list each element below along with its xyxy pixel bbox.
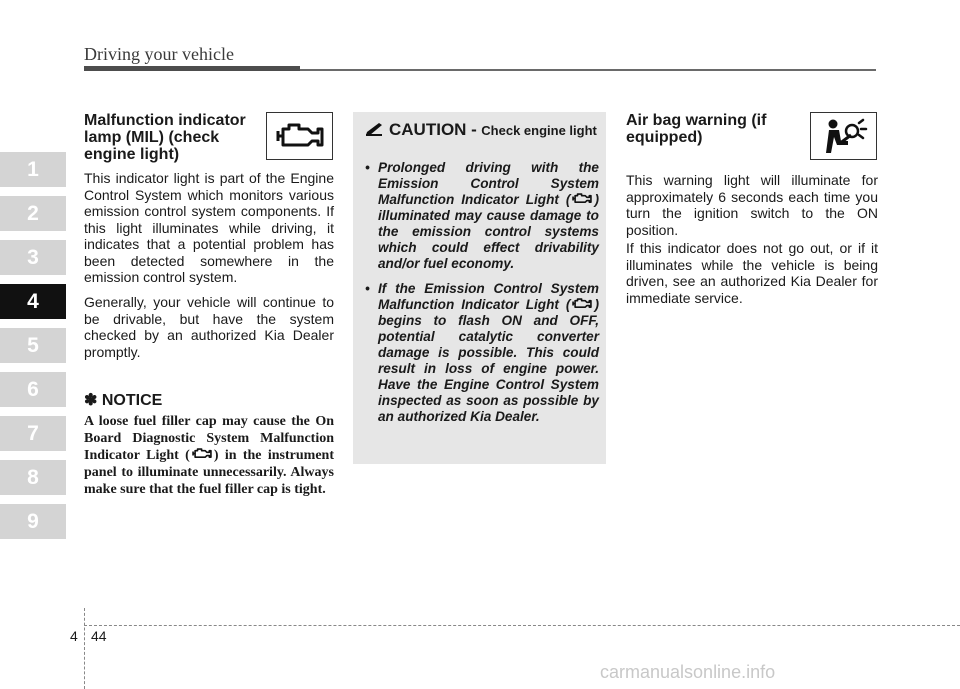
check-engine-icon	[570, 297, 594, 310]
check-engine-icon	[190, 447, 214, 460]
caution-item-2-before: If the Emission Control System Malfunction Indicator Light (	[378, 281, 599, 312]
chapter-tab-1[interactable]: 1	[0, 152, 66, 187]
chapter-tab-8[interactable]: 8	[0, 460, 66, 495]
mil-paragraph-1: This indicator light is part of the Engine Control System which monitors various emission control system components. If this light illuminates while driving, it indicates that a potential problem has been detected somewhere in the emission control system.	[84, 170, 334, 285]
notice-text-after: ) in the instrument panel to illuminate unnecessarily. Always make sure that the fuel filler cap is tight.	[84, 448, 334, 497]
footer-rule	[84, 625, 960, 626]
check-engine-icon	[570, 192, 594, 205]
chapter-tab-3[interactable]: 3	[0, 240, 66, 275]
caution-box	[353, 112, 606, 464]
caution-subject: Check engine light	[481, 123, 597, 138]
airbag-warning-icon	[819, 117, 869, 155]
watermark: carmanualsonline.info	[600, 662, 776, 682]
caution-item	[365, 160, 599, 272]
notice-heading	[84, 390, 162, 410]
caution-label: CAUTION -	[389, 120, 477, 139]
header-rule-thin	[300, 69, 876, 71]
airbag-icon-box	[810, 112, 877, 160]
page-header-title: Driving your vehicle	[84, 44, 234, 64]
chapter-tab-5[interactable]: 5	[0, 328, 66, 363]
chapter-tab-6[interactable]: 6	[0, 372, 66, 407]
header-rule-thick	[84, 66, 300, 71]
mil-paragraph-2: Generally, your vehicle will continue to be drivable, but have the system checked by an authorized Kia Dealer promptly.	[84, 294, 334, 360]
caution-item-1-after: ) illuminated may cause damage to the emission control systems which could effect drivability and/or fuel economy.	[378, 192, 599, 271]
notice-text	[84, 413, 334, 498]
notice-heading-text: NOTICE	[101, 392, 163, 409]
chapter-tabs	[0, 152, 66, 548]
footer-vertical-rule	[84, 608, 85, 689]
caution-header	[365, 120, 599, 140]
notice-symbol: ✽	[84, 392, 98, 409]
footer-page-number: 44	[91, 628, 107, 644]
caution-item-1-before: Prolonged driving with the Emission Control System Malfunction Indicator Light (	[378, 160, 599, 207]
check-engine-icon-box	[266, 112, 333, 160]
airbag-paragraph-1: This warning light will illuminate for approximately 6 seconds each time you turn the ignition switch to the ON position.	[626, 172, 878, 238]
caution-item	[365, 281, 599, 425]
chapter-tab-2[interactable]: 2	[0, 196, 66, 231]
chapter-tab-4[interactable]: 4	[0, 284, 66, 319]
chapter-tab-9[interactable]: 9	[0, 504, 66, 539]
check-engine-icon	[274, 120, 326, 152]
caution-item-2-after: ) begins to flash ON and OFF, potential catalytic converter damage is possible. This could result in loss of engine power. Have the Engine Control System inspected as soon as possible by an authorized Kia Dealer.	[378, 297, 599, 424]
notice-text-before: A loose fuel filler cap may cause the On Board Diagnostic System Malfunction Indicator Light (	[84, 414, 334, 463]
caution-list	[365, 160, 599, 434]
chapter-tab-7[interactable]: 7	[0, 416, 66, 451]
airbag-paragraph-2: If this indicator does not go out, or if it illuminates while the vehicle is being driven, see an authorized Kia Dealer for immediate service.	[626, 240, 878, 306]
footer-chapter-number: 4	[70, 628, 78, 644]
bullet: •	[365, 281, 370, 296]
bullet: •	[365, 160, 370, 175]
mil-section-title: Malfunction indicator lamp (MIL) (check engine light)	[84, 112, 246, 163]
airbag-section-title: Air bag warning (if equipped)	[626, 112, 767, 146]
caution-pencil-icon	[365, 122, 383, 136]
